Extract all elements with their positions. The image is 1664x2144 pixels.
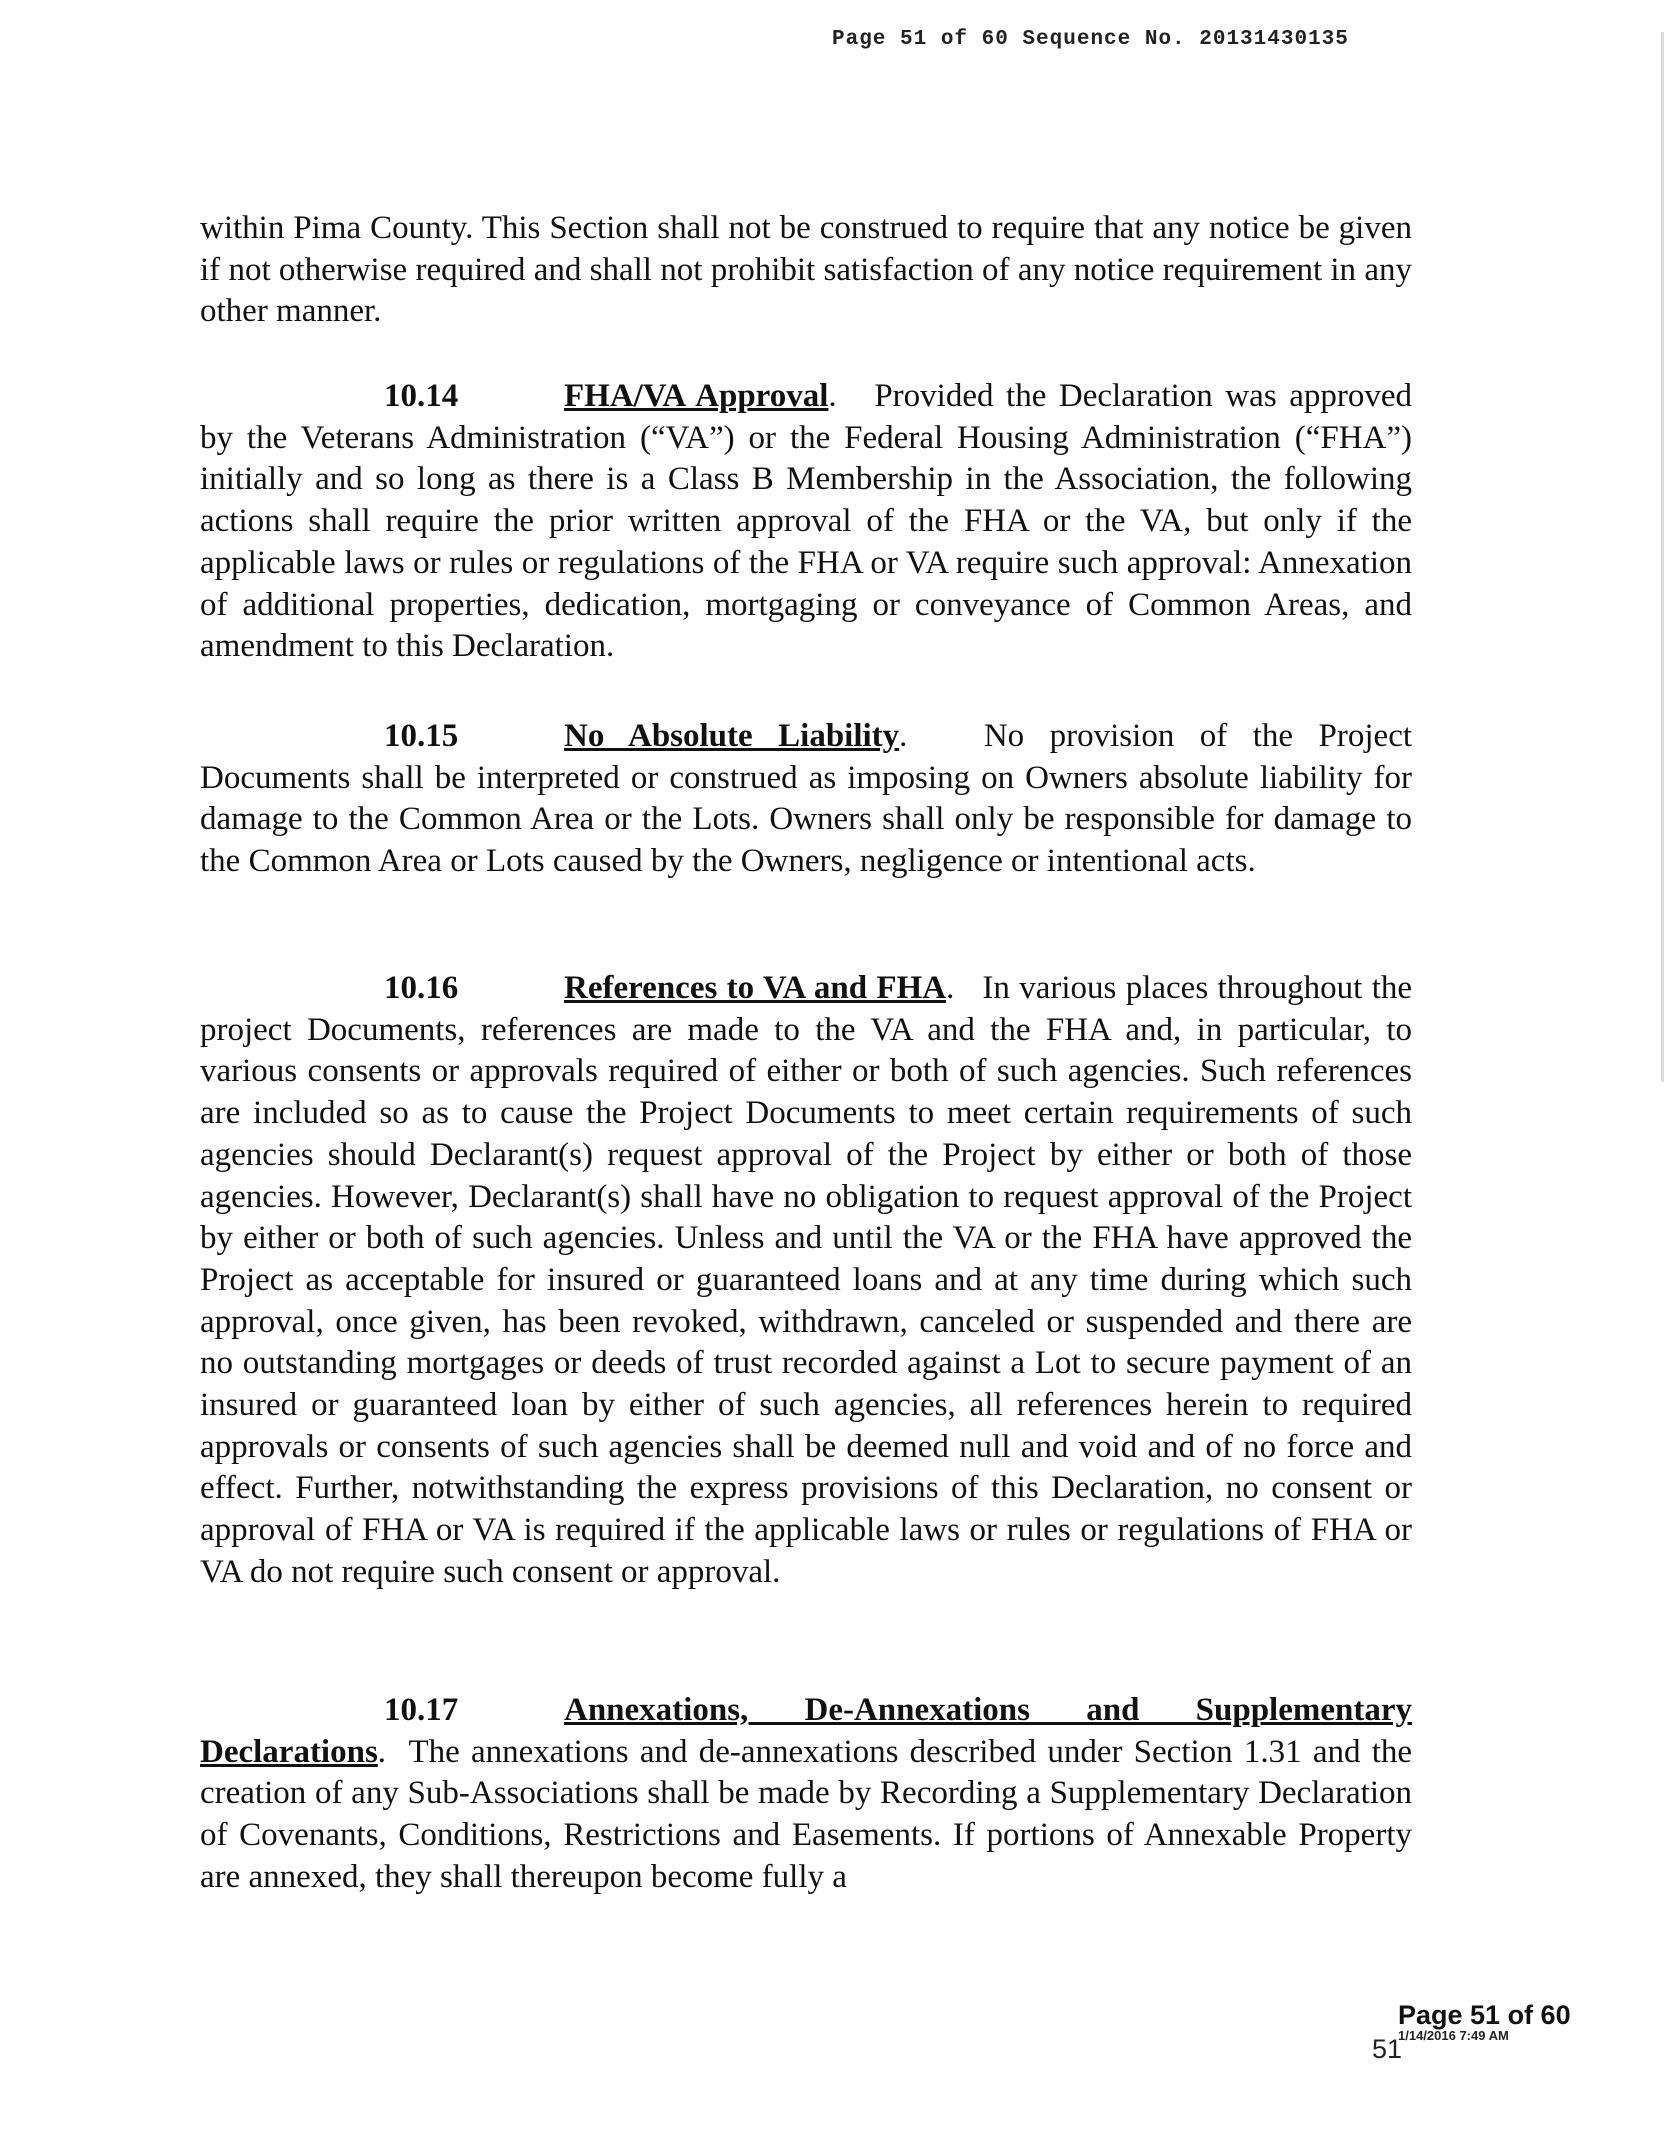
section-10-16: 10.16 References to VA and FHA. In various places throughout the project Documents, references are made to the VA and the FHA and, in particular, to various consents or approvals required of either or both of such agencies. Such references are included so as to cause the Project Documents to meet certain requirements of such agencies should Declarant(s) request approval of the Project by either or both of those agencies. However, Declarant(s) shall have no obligation to request approval of the Project by either or both of such agencies. Unless and until the VA or the FHA have approved the Project as acceptable for insured or guaranteed loans and at any time during which such approval, once given, has been revoked, withdrawn, canceled or suspended and there are no outstanding mortgages or deeds of trust recorded against a Lot to secure payment of an insured or guaranteed loan by either of such agencies, all references herein to required approvals or consents of such agencies shall be deemed null and void and of no force and effect. Further, notwithstanding the express provisions of this Declaration, no consent or approval of FHA or VA is required if the applicable laws or rules or regulations of FHA or VA do not require such consent or approval. — [200, 970, 1413, 1590]
section-title: FHA/VA Approval — [564, 378, 829, 414]
section-body: In various places throughout the project Documents, references are made to the VA and the FHA and, in particular, to various consents or approvals required of either or both of such agencies. Such references are included so as to cause the Project Documents to meet certain requirements of such agencies should Declarant(s) request approval of the Project by either or both of those agencies. However, Declarant(s) shall have no obligation to request approval of the Project by either or both of such agencies. Unless and until the VA or the FHA have approved the Project as acceptable for insured or guaranteed loans and at any time during which such approval, once given, has been revoked, withdrawn, canceled or suspended and there are no outstanding mortgages or deeds of trust recorded against a Lot to secure payment of an insured or guaranteed loan by either of such agencies, all references herein to required approvals or consents of such agencies shall be deemed null and void and of no force and effect. Further, notwithstanding the express provisions of this Declaration, no consent or approval of FHA or VA is required if the applicable laws or rules or regulations of FHA or VA do not require such consent or approval. — [200, 970, 1413, 1590]
section-title: No Absolute Liability — [564, 718, 900, 754]
footer-page-label: Page 51 of 60 — [1398, 2000, 1571, 2030]
section-number: 10.17 — [384, 1692, 459, 1728]
footer-page-number: 51 — [1372, 2034, 1403, 2064]
section-10-15: 10.15 No Absolute Liability. No provision of the Project Documents shall be interpreted or construed as imposing on Owners absolute liability for damage to the Common Area or the Lots. Owners shall only be responsible for damage to the Common Area or Lots caused by the Owners, negligence or intentional acts. — [200, 718, 1413, 880]
section-body: No provision of the Project Documents shall be interpreted or construed as imposing on Owners absolute liability for damage to the Common Area or the Lots. Owners shall only be responsible for damage to the Common Area or Lots caused by the Owners, negligence or intentional acts. — [200, 718, 1413, 880]
section-10-14: 10.14 FHA/VA Approval. Provided the Declaration was approved by the Veterans Administration (“VA”) or the Federal Housing Administration (“FHA”) initially and so long as there is a Class B Membership in the Association, the following actions shall require the prior written approval of the FHA or the VA, but only if the applicable laws or rules or regulations of the FHA or VA require such approval: Annexation of additional properties, dedication, mortgaging or conveyance of Common Areas, and amendment to this Declaration. — [200, 378, 1412, 665]
page-header: Page 51 of 60 Sequence No. 20131430135 — [832, 28, 1349, 51]
paragraph-continuation: within Pima County. This Section shall not be construed to require that any notice be given if not otherwise required and shall not prohibit satisfaction of any notice requirement in any other manner. — [200, 210, 1412, 330]
footer-timestamp: 1/14/2016 7:49 AM — [1398, 2028, 1509, 2043]
section-number: 10.16 — [384, 970, 459, 1006]
section-title: Annexations, De-Annexations and Supplementary Declarations — [200, 1692, 1412, 1770]
section-number: 10.15 — [384, 718, 459, 754]
section-number: 10.14 — [384, 378, 459, 414]
section-body: The annexations and de-annexations described under Section 1.31 and the creation of any Sub-Associations shall be made by Recording a Supplementary Declaration of Covenants, Conditions, Restrictions and Easements. If portions of Annexable Property are annexed, they shall thereupon become fully a — [200, 1733, 1413, 1895]
section-body: Provided the Declaration was approved by the Veterans Administration (“VA”) or the Federal Housing Administration (“FHA”) initially and so long as there is a Class B Membership in the Association, the following actions shall require the prior written approval of the FHA or the VA, but only if the applicable laws or rules or regulations of the FHA or VA require such approval: Annexation of additional properties, dedication, mortgaging or conveyance of Common Areas, and amendment to this Declaration. — [200, 378, 1412, 665]
section-10-17: 10.17 Annexations, De-Annexations and Supplementary Declarations. The annexations and de-annexations described under Section 1.31 and the creation of any Sub-Associations shall be made by Recording a Supplementary Declaration of Covenants, Conditions, Restrictions and Easements. If portions of Annexable Property are annexed, they shall thereupon become fully a — [200, 1692, 1413, 1895]
section-title: References to VA and FHA — [564, 970, 947, 1006]
